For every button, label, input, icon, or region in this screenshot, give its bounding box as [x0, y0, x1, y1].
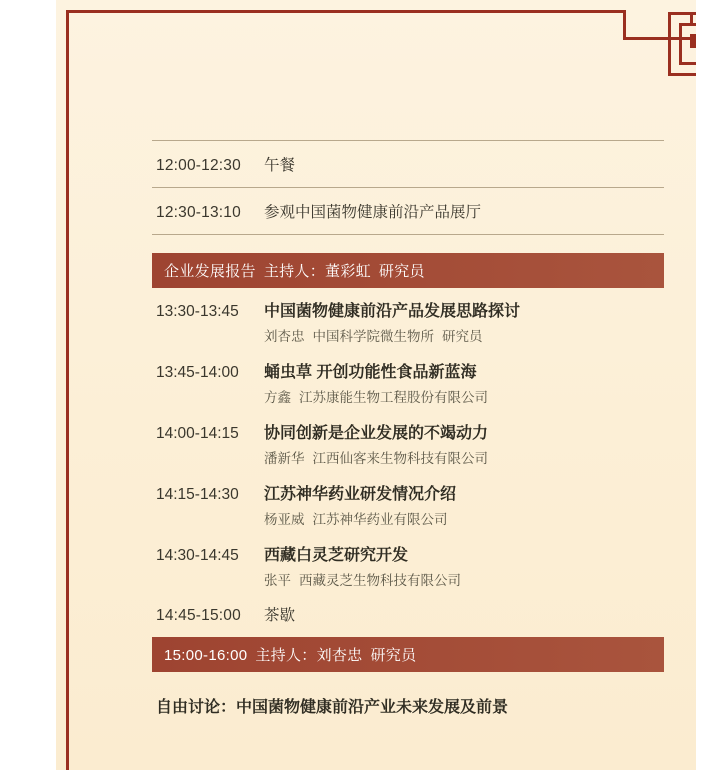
session-speaker-title: 研究员: [442, 329, 483, 344]
frame-left-border: [66, 10, 69, 770]
session-title: 蛹虫草 开创功能性食品新蓝海: [264, 364, 477, 381]
session-item: [152, 355, 664, 416]
session-title: 中国菌物健康前沿产品发展思路探讨: [264, 303, 521, 320]
session-item: [152, 294, 664, 355]
session-time: 14:00-14:15: [156, 425, 239, 442]
session-time: 14:30-14:45: [156, 547, 239, 564]
divider-bottom: [152, 234, 664, 235]
session-speaker: 潘新华: [264, 451, 305, 466]
session-time: 13:45-14:00: [156, 364, 239, 381]
session-affiliation: 江西仙客来生物科技有限公司: [312, 451, 488, 466]
frame-top-border: [66, 10, 626, 13]
session-item: [152, 477, 664, 538]
section-host-label: 主持人：: [263, 263, 326, 280]
section-host-label: 主持人：: [255, 647, 317, 664]
session-affiliation: 中国科学院微生物所: [312, 329, 434, 344]
session-speaker: 杨亚威: [264, 512, 305, 527]
schedule-row-lunch: [152, 141, 664, 187]
section-host-name: 董彩虹: [325, 263, 371, 280]
row-time: 12:30-13:10: [156, 204, 241, 221]
session-affiliation: 西藏灵芝生物科技有限公司: [299, 573, 461, 588]
session-title: 协同创新是企业发展的不竭动力: [264, 425, 489, 442]
session-speaker: 刘杏忠: [264, 329, 305, 344]
session-item: [152, 538, 664, 599]
section-host-title: 研究员: [370, 647, 417, 664]
section-host-name: 刘杏忠: [316, 647, 363, 664]
row-text: 参观中国菌物健康前沿产品展厅: [264, 204, 482, 221]
session-time: 13:30-13:45: [156, 303, 239, 320]
section-time: 15:00-16:00: [164, 647, 248, 664]
program-panel: [56, 0, 696, 770]
session-affiliation: 江苏神华药业有限公司: [312, 512, 448, 527]
greek-key-ornament-icon: [668, 12, 696, 76]
section-header-enterprise-reports: [152, 253, 664, 288]
row-time: 12:00-12:30: [156, 157, 241, 174]
session-title: 江苏神华药业研发情况介绍: [264, 486, 457, 503]
session-time: 14:15-14:30: [156, 486, 239, 503]
schedule-row-tea-break: [152, 599, 664, 631]
row-text: 茶歇: [264, 607, 296, 624]
section-header-free-discussion: [152, 637, 664, 672]
session-item: [152, 416, 664, 477]
schedule-content: [152, 140, 664, 725]
free-discussion-text: 自由讨论：中国菌物健康前沿产业未来发展及前景: [156, 699, 509, 716]
row-text: 午餐: [264, 157, 296, 174]
row-time: 14:45-15:00: [156, 607, 241, 624]
session-affiliation: 江苏康能生物工程股份有限公司: [299, 390, 488, 405]
session-speaker: 张平: [264, 573, 291, 588]
section-label: 企业发展报告: [164, 263, 256, 280]
session-title: 西藏白灵芝研究开发: [264, 547, 409, 564]
frame-step-vertical: [623, 10, 626, 40]
session-speaker: 方鑫: [264, 390, 291, 405]
schedule-row-exhibition: [152, 188, 664, 234]
section-host-title: 研究员: [378, 263, 425, 280]
